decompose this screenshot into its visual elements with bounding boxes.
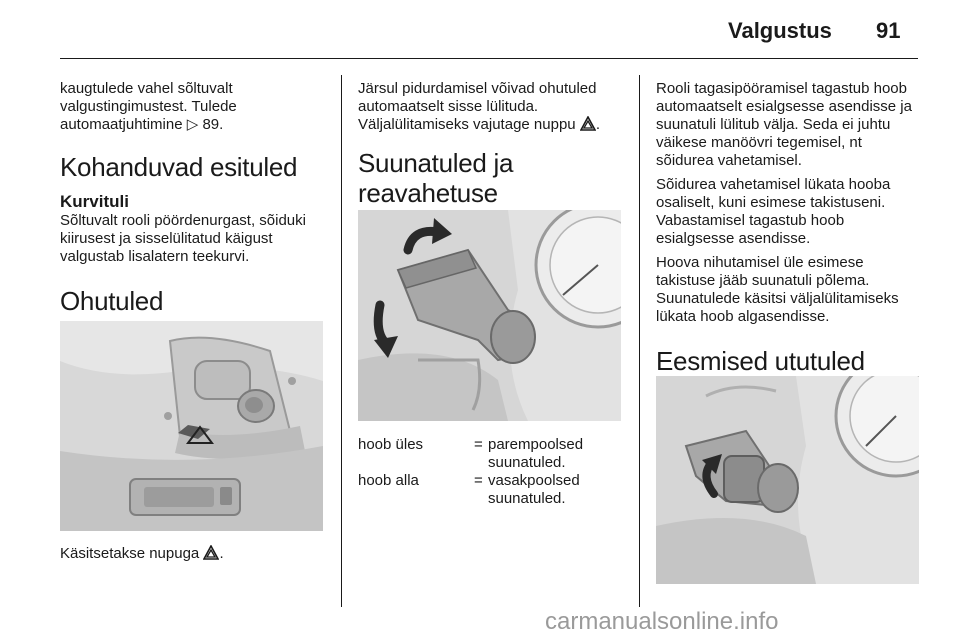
- section-heading-front-fog-lights: Eesmised ututuled: [656, 346, 865, 376]
- manual-off-paragraph: Hoova nihutamisel üle esimese takistuse jääb suunatuli põlema. Suunatulede käsitsi väljalülitamiseks lükata hoob algasendisse.: [656, 254, 899, 325]
- column-1: [60, 80, 328, 316]
- stalk-return-paragraph: Rooli tagasipööramisel tagastub hoob automaatselt esialgsesse asendisse ja suunatuli lülitub välja. Seda ei juhtu väikese manöövri tegemisel, nt sõidurea vahetamisel.: [656, 80, 912, 169]
- definition-equals: =: [474, 472, 483, 489]
- hazard-off-paragraph: Väljalülitamiseks vajutage nuppu .: [358, 116, 600, 133]
- hazard-caption: Käsitsetakse nupuga .: [60, 545, 224, 562]
- definition-term: hoob alla: [358, 472, 419, 489]
- section-heading-adaptive-lights: Kohanduvad esituled: [60, 152, 298, 182]
- cornering-light-paragraph: Sõltuvalt rooli pöördenurgast, sõiduki kiirusest ja sisselülitatud käigust valgustab lisalatern teekurvi.: [60, 212, 306, 265]
- running-header-title: Valgustus: [728, 18, 832, 43]
- hazard-warning-icon: [580, 116, 596, 131]
- definition-description: parempoolsed suunatuled.: [488, 436, 584, 471]
- hazard-button-illustration: [60, 321, 323, 531]
- definition-row: [358, 436, 618, 472]
- definition-description: vasakpoolsed suunatuled.: [488, 472, 580, 507]
- header-rule: [60, 58, 918, 59]
- fog-light-switch-illustration: [656, 376, 919, 584]
- subsection-heading-cornering-light: Kurvituli: [60, 192, 129, 211]
- hazard-warning-icon: [203, 545, 219, 560]
- turn-signal-definitions: [358, 436, 618, 508]
- column-divider-1: [341, 75, 342, 607]
- watermark: carmanualsonline.info: [545, 608, 779, 635]
- definition-equals: =: [474, 436, 483, 453]
- page-reference: 89.: [202, 116, 224, 133]
- section-heading-turn-signals: Suunatuled ja reavahetuse: [358, 148, 514, 208]
- column-3: [656, 80, 920, 376]
- section-heading-hazard-lights: Ohutuled: [60, 286, 164, 316]
- intro-paragraph: kaugtulede vahel sõltuvalt valgustingimustest. Tulede automaatjuhtimine ▷ 89.: [60, 80, 237, 133]
- definition-term: hoob üles: [358, 436, 424, 453]
- auto-hazard-paragraph: Järsul pidurdamisel võivad ohutuled automaatselt sisse lülituda.: [358, 80, 597, 115]
- definition-row: [358, 472, 618, 508]
- lane-change-paragraph: Sõidurea vahetamisel lükata hooba osaliselt, kuni esimese takistuseni. Vabastamisel tagastub hoob esialgsesse asendisse.: [656, 176, 891, 247]
- column-divider-2: [639, 75, 640, 607]
- page-number: 91: [876, 18, 901, 43]
- turn-signal-stalk-illustration: [358, 210, 621, 421]
- page-reference-arrow-icon: ▷: [186, 116, 199, 133]
